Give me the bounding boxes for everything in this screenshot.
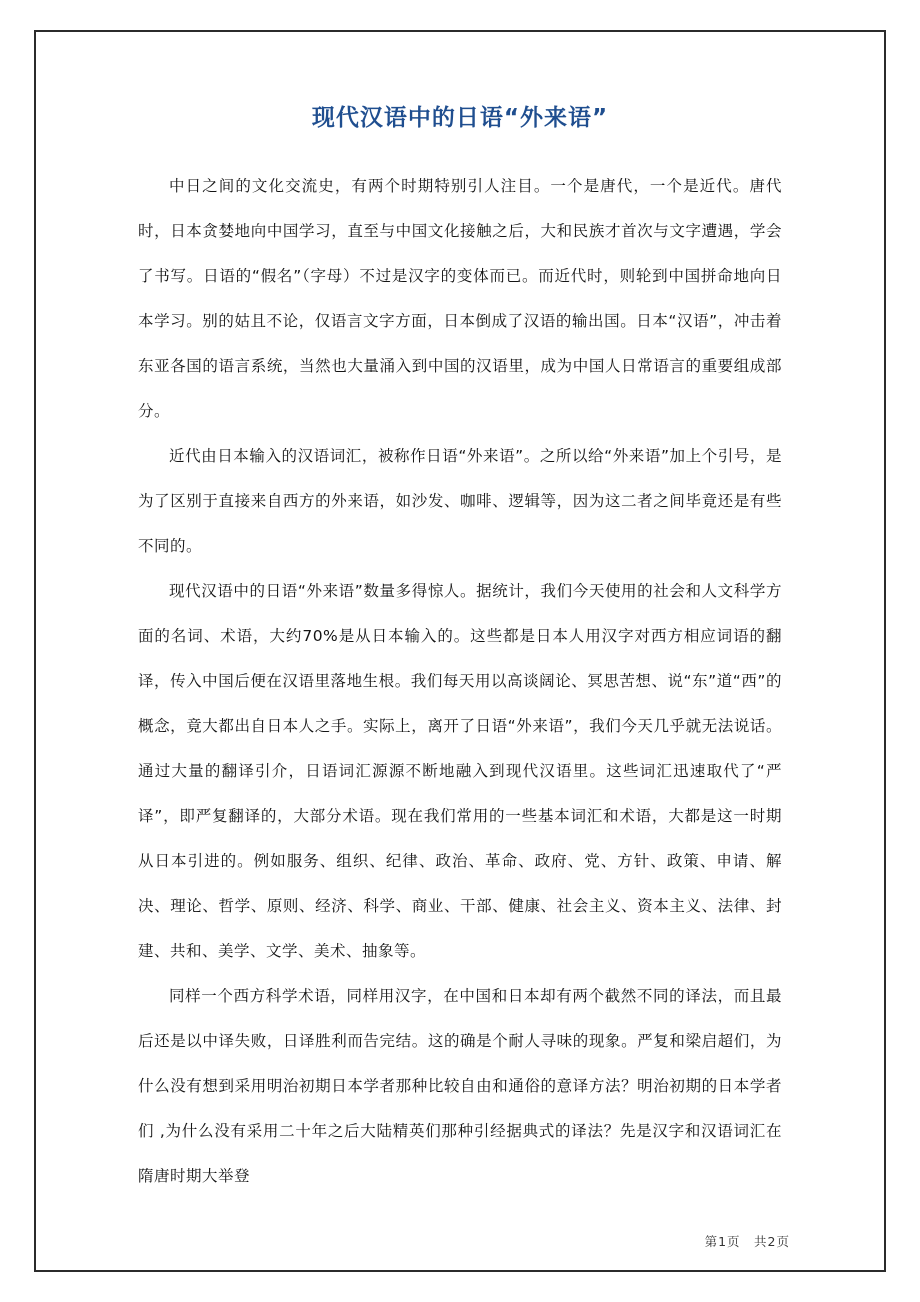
page-number-indicator: 第1页 共2页 — [704, 1234, 790, 1249]
paragraph-2: 近代由日本输入的汉语词汇，被称作日语“外来语”。之所以给“外来语”加上个引号，是为了区别于直接来自西方的外来语，如沙发、咖啡、逻辑等，因为这二者之间毕竟还是有些不同的。 — [138, 447, 782, 555]
document-content — [34, 30, 886, 1272]
document-title: 现代汉语中的日语“外来语” — [311, 105, 609, 131]
paragraph-3: 现代汉语中的日语“外来语”数量多得惊人。据统计，我们今天使用的社会和人文科学方面的名词、术语，大约70%是从日本输入的。这些都是日本人用汉字对西方相应词语的翻译，传入中国后便在汉语里落地生根。我们每天用以高谈阔论、冥思苦想、说“东”道“西”的概念，竟大都出自日本人之手。实际上，离开了日语“外来语”，我们今天几乎就无法说话。通过大量的翻译引介，日语词汇源源不断地融入到现代汉语里。这些词汇迅速取代了“严译”，即严复翻译的，大部分术语。现在我们常用的一些基本词汇和术语，大都是这一时期从日本引进的。例如服务、组织、纪律、政治、革命、政府、党、方针、政策、申请、解决、理论、哲学、原则、经济、科学、商业、干部、健康、社会主义、资本主义、法律、封建、共和、美学、文学、美术、抽象等。 — [138, 582, 782, 960]
paragraph-1: 中日之间的文化交流史，有两个时期特别引人注目。一个是唐代，一个是近代。唐代时，日本贪婪地向中国学习，直至与中国文化接触之后，大和民族才首次与文字遭遇，学会了书写。日语的“假名”（字母）不过是汉字的变体而已。而近代时，则轮到中国拼命地向日本学习。别的姑且不论，仅语言文字方面，日本倒成了汉语的输出国。日本“汉语”，冲击着东亚各国的语言系统，当然也大量涌入到中国的汉语里，成为中国人日常语言的重要组成部分。 — [138, 177, 782, 420]
paragraph-4: 同样一个西方科学术语，同样用汉字，在中国和日本却有两个截然不同的译法，而且最后还是以中译失败，日译胜利而告完结。这的确是个耐人寻味的现象。严复和梁启超们，为什么没有想到采用明治初期日本学者那种比较自由和通俗的意译方法？明治初期的日本学者们 ,为什么没有采用二十年之后大陆精英们那种引经据典式的译法？先是汉字和汉语词汇在隋唐时期大举登 — [138, 987, 782, 1185]
